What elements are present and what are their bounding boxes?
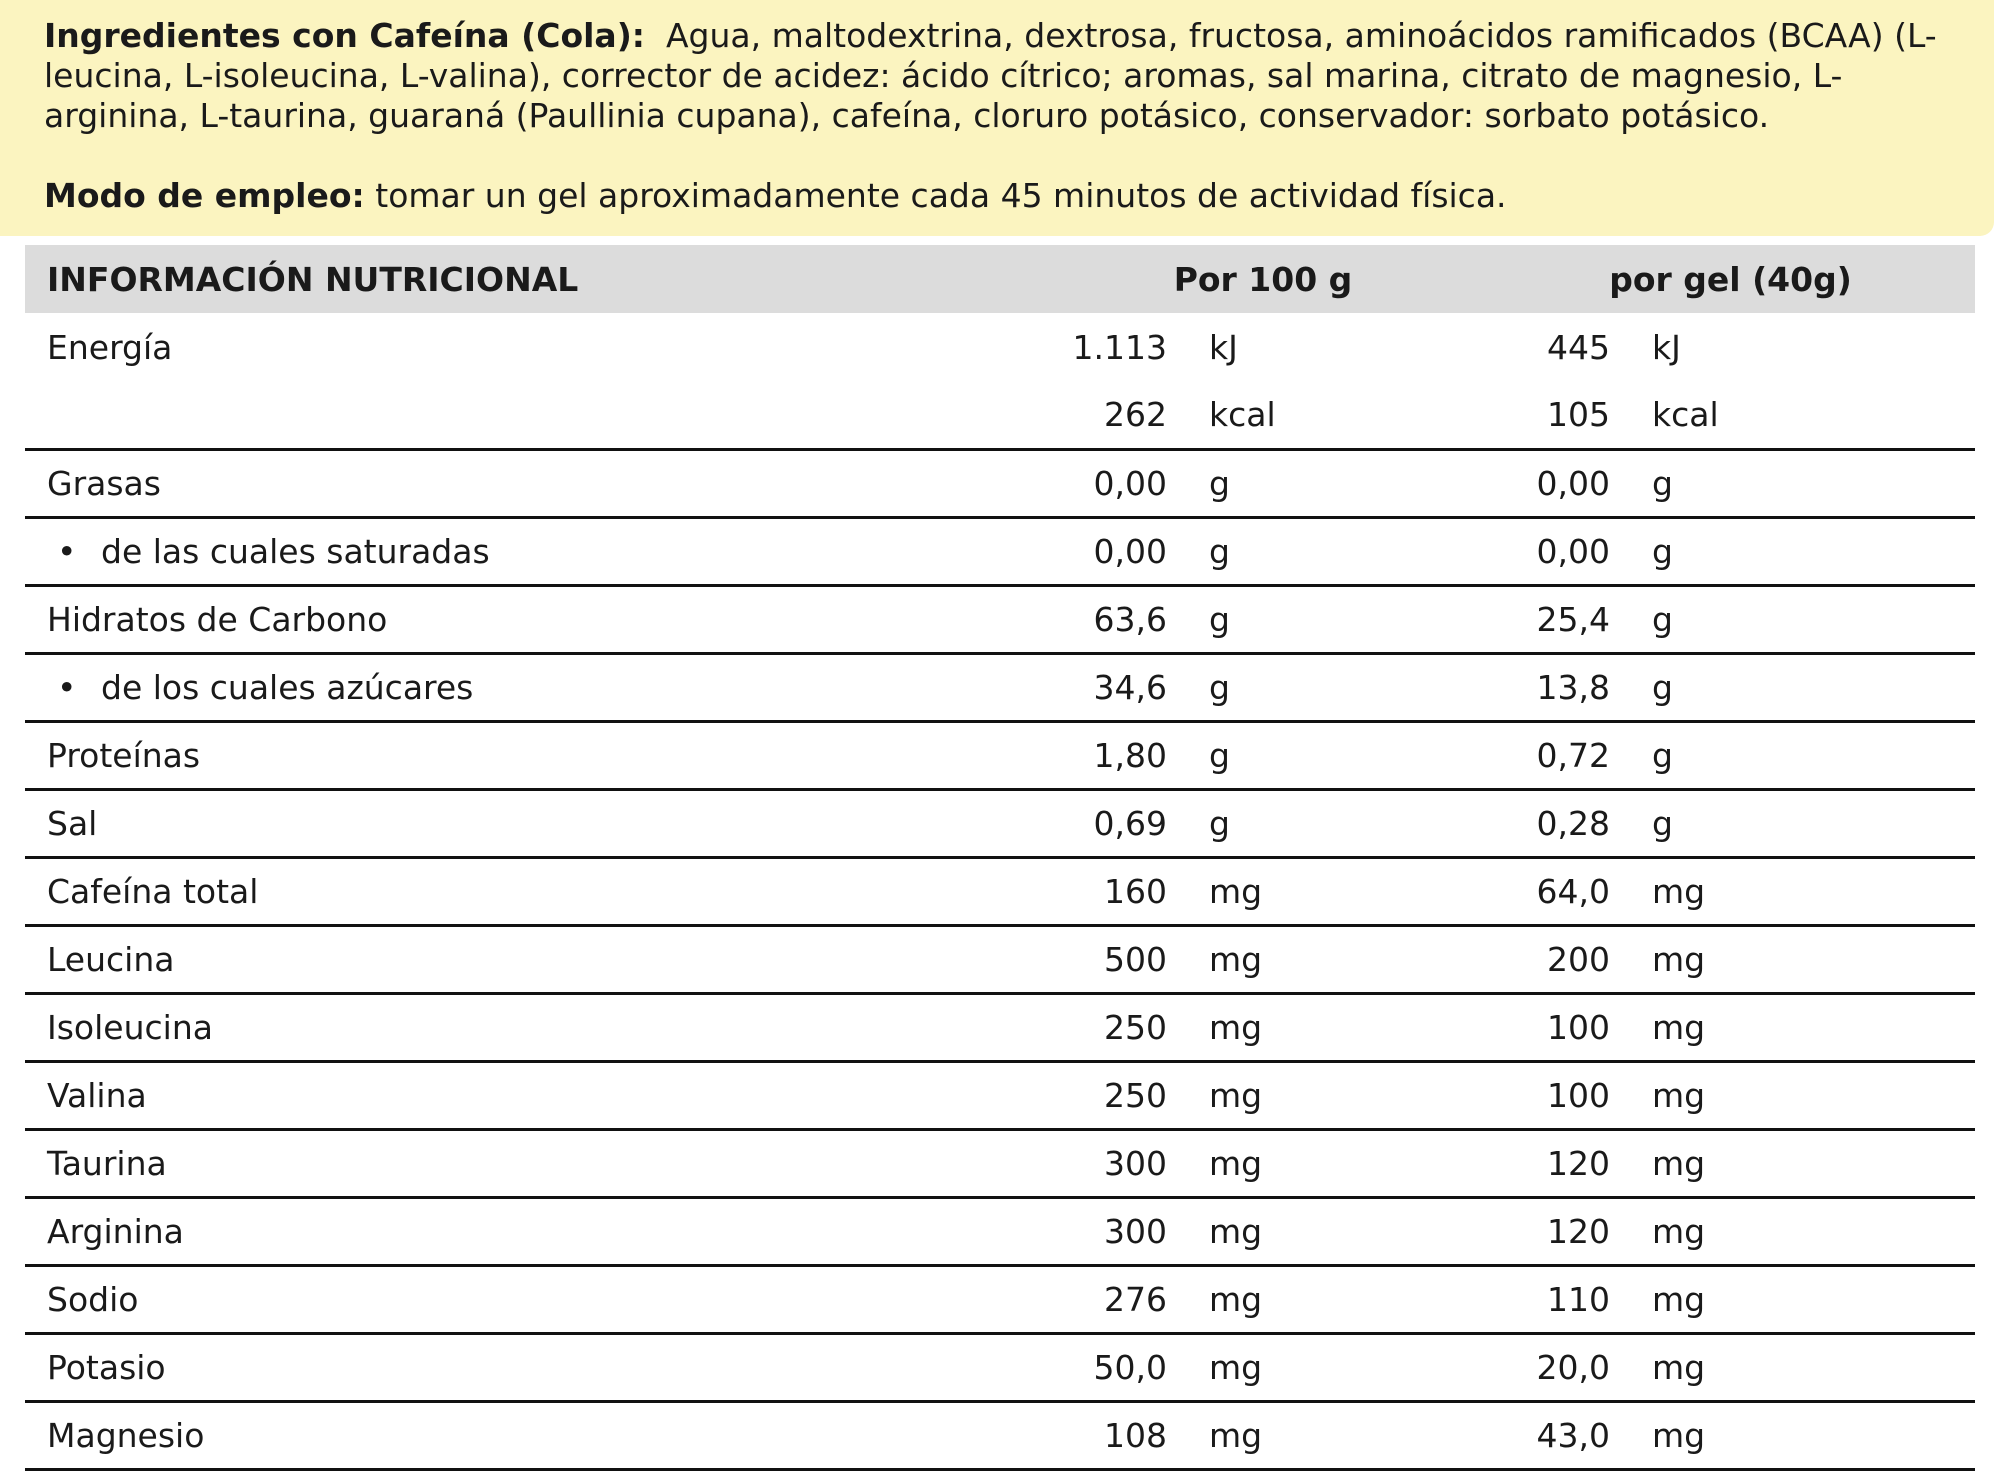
nutrient-label: Magnesio <box>47 1415 205 1455</box>
table-row <box>25 313 1975 381</box>
value-per-gel: 13,8 <box>1536 667 1610 707</box>
table-row <box>25 1401 1975 1469</box>
value-per-gel: 100 <box>1547 1075 1610 1115</box>
value-per-gel: 20,0 <box>1536 1347 1610 1387</box>
table-row <box>25 517 1975 585</box>
unit-per-gel: mg <box>1652 1075 1706 1115</box>
value-per-100g: 300 <box>1104 1211 1167 1251</box>
nutrient-label: Leucina <box>47 939 175 979</box>
nutrient-label: Potasio <box>47 1347 166 1387</box>
value-per-100g: 250 <box>1104 1075 1167 1115</box>
unit-per-gel: g <box>1652 735 1673 775</box>
unit-per-gel: mg <box>1652 939 1706 979</box>
value-per-100g: 1.113 <box>1072 327 1167 367</box>
value-per-gel: 445 <box>1547 327 1610 367</box>
ingredients-label: Ingredientes con Cafeína (Cola): <box>44 16 645 55</box>
value-per-100g: 50,0 <box>1093 1347 1167 1387</box>
table-row <box>25 653 1975 721</box>
table-row <box>25 585 1975 653</box>
unit-per-100g: mg <box>1209 1415 1263 1455</box>
header-per-gel: por gel (40g) <box>1609 259 1852 299</box>
nutrient-label: Cafeína total <box>47 871 259 911</box>
nutrition-table <box>25 245 1975 1471</box>
unit-per-100g: mg <box>1209 1279 1263 1319</box>
table-row <box>25 381 1975 449</box>
usage-text: tomar un gel aproximadamente cada 45 minutos de actividad física. <box>375 176 1507 215</box>
value-per-gel: 64,0 <box>1536 871 1610 911</box>
nutrient-label: Proteínas <box>47 735 201 775</box>
value-per-gel: 105 <box>1547 394 1610 434</box>
value-per-gel: 100 <box>1547 1007 1610 1047</box>
usage-paragraph <box>44 176 1964 216</box>
table-row <box>25 789 1975 857</box>
unit-per-100g: mg <box>1209 1143 1263 1183</box>
value-per-100g: 300 <box>1104 1143 1167 1183</box>
value-per-gel: 0,00 <box>1536 531 1610 571</box>
ingredients-panel <box>0 0 1994 236</box>
table-row <box>25 449 1975 517</box>
unit-per-gel: g <box>1652 803 1673 843</box>
value-per-gel: 0,00 <box>1536 463 1610 503</box>
table-row <box>25 1129 1975 1197</box>
value-per-100g: 34,6 <box>1093 667 1167 707</box>
nutrient-sublabel: • de los cuales azúcares <box>25 653 1040 721</box>
value-per-100g: 1,80 <box>1093 735 1167 775</box>
nutrient-label: Sodio <box>47 1279 139 1319</box>
value-per-100g: 0,00 <box>1093 463 1167 503</box>
unit-per-100g: kJ <box>1209 327 1238 367</box>
unit-per-gel: g <box>1652 463 1673 503</box>
unit-per-gel: mg <box>1652 1007 1706 1047</box>
unit-per-gel: g <box>1652 667 1673 707</box>
unit-per-gel: mg <box>1652 871 1706 911</box>
value-per-gel: 120 <box>1547 1143 1610 1183</box>
nutrient-label: Grasas <box>47 463 161 503</box>
unit-per-gel: mg <box>1652 1279 1706 1319</box>
usage-label: Modo de empleo: <box>44 176 365 215</box>
table-row <box>25 925 1975 993</box>
unit-per-100g: mg <box>1209 1007 1263 1047</box>
unit-per-100g: mg <box>1209 871 1263 911</box>
value-per-gel: 0,72 <box>1536 735 1610 775</box>
value-per-gel: 120 <box>1547 1211 1610 1251</box>
value-per-100g: 63,6 <box>1093 599 1167 639</box>
value-per-100g: 108 <box>1104 1415 1167 1455</box>
table-row <box>25 993 1975 1061</box>
unit-per-gel: mg <box>1652 1211 1706 1251</box>
value-per-gel: 43,0 <box>1536 1415 1610 1455</box>
nutrient-label: Energía <box>47 327 173 367</box>
nutrient-label <box>25 381 1040 449</box>
value-per-100g: 160 <box>1104 871 1167 911</box>
nutrient-label: Taurina <box>47 1143 167 1183</box>
table-header-row <box>25 245 1975 313</box>
unit-per-100g: kcal <box>1209 394 1276 434</box>
nutrient-label: Valina <box>47 1075 147 1115</box>
value-per-100g: 0,00 <box>1093 531 1167 571</box>
unit-per-gel: mg <box>1652 1415 1706 1455</box>
table-row <box>25 1197 1975 1265</box>
value-per-gel: 200 <box>1547 939 1610 979</box>
unit-per-gel: mg <box>1652 1143 1706 1183</box>
table-row <box>25 1265 1975 1333</box>
unit-per-100g: mg <box>1209 939 1263 979</box>
unit-per-100g: mg <box>1209 1347 1263 1387</box>
unit-per-gel: kJ <box>1652 327 1681 367</box>
header-per-100g: Por 100 g <box>1173 259 1353 299</box>
unit-per-100g: g <box>1209 531 1230 571</box>
value-per-100g: 276 <box>1104 1279 1167 1319</box>
unit-per-gel: kcal <box>1652 394 1719 434</box>
nutrient-label: Isoleucina <box>47 1007 213 1047</box>
value-per-100g: 250 <box>1104 1007 1167 1047</box>
unit-per-100g: g <box>1209 463 1230 503</box>
unit-per-100g: mg <box>1209 1211 1263 1251</box>
nutrient-label: Hidratos de Carbono <box>47 599 388 639</box>
unit-per-100g: g <box>1209 803 1230 843</box>
value-per-100g: 0,69 <box>1093 803 1167 843</box>
unit-per-100g: g <box>1209 735 1230 775</box>
table-row <box>25 1061 1975 1129</box>
value-per-100g: 262 <box>1104 394 1167 434</box>
ingredients-text: Agua, maltodextrina, dextrosa, fructosa, aminoácidos ramificados (BCAA) (L-leucina, L-isoleucina, L-valina), corrector de acidez: ácido cítrico; aromas, sal marina, citrato de magnesio, L-arginina, L-taurina, guaraná (Paullinia cupana), cafeína, cloruro potásico, conservador: sorbato potásico. <box>44 16 1937 135</box>
table-row <box>25 721 1975 789</box>
nutrient-sublabel: • de las cuales saturadas <box>25 517 1040 585</box>
ingredients-paragraph <box>44 16 1964 136</box>
table-row <box>25 1333 1975 1401</box>
value-per-gel: 25,4 <box>1536 599 1610 639</box>
unit-per-100g: g <box>1209 599 1230 639</box>
value-per-gel: 110 <box>1547 1279 1610 1319</box>
header-title: INFORMACIÓN NUTRICIONAL <box>47 259 579 299</box>
nutrient-label: Arginina <box>47 1211 184 1251</box>
table-row <box>25 857 1975 925</box>
unit-per-gel: g <box>1652 531 1673 571</box>
unit-per-gel: mg <box>1652 1347 1706 1387</box>
value-per-100g: 500 <box>1104 939 1167 979</box>
unit-per-100g: g <box>1209 667 1230 707</box>
unit-per-gel: g <box>1652 599 1673 639</box>
unit-per-100g: mg <box>1209 1075 1263 1115</box>
value-per-gel: 0,28 <box>1536 803 1610 843</box>
nutrient-label: Sal <box>47 803 98 843</box>
